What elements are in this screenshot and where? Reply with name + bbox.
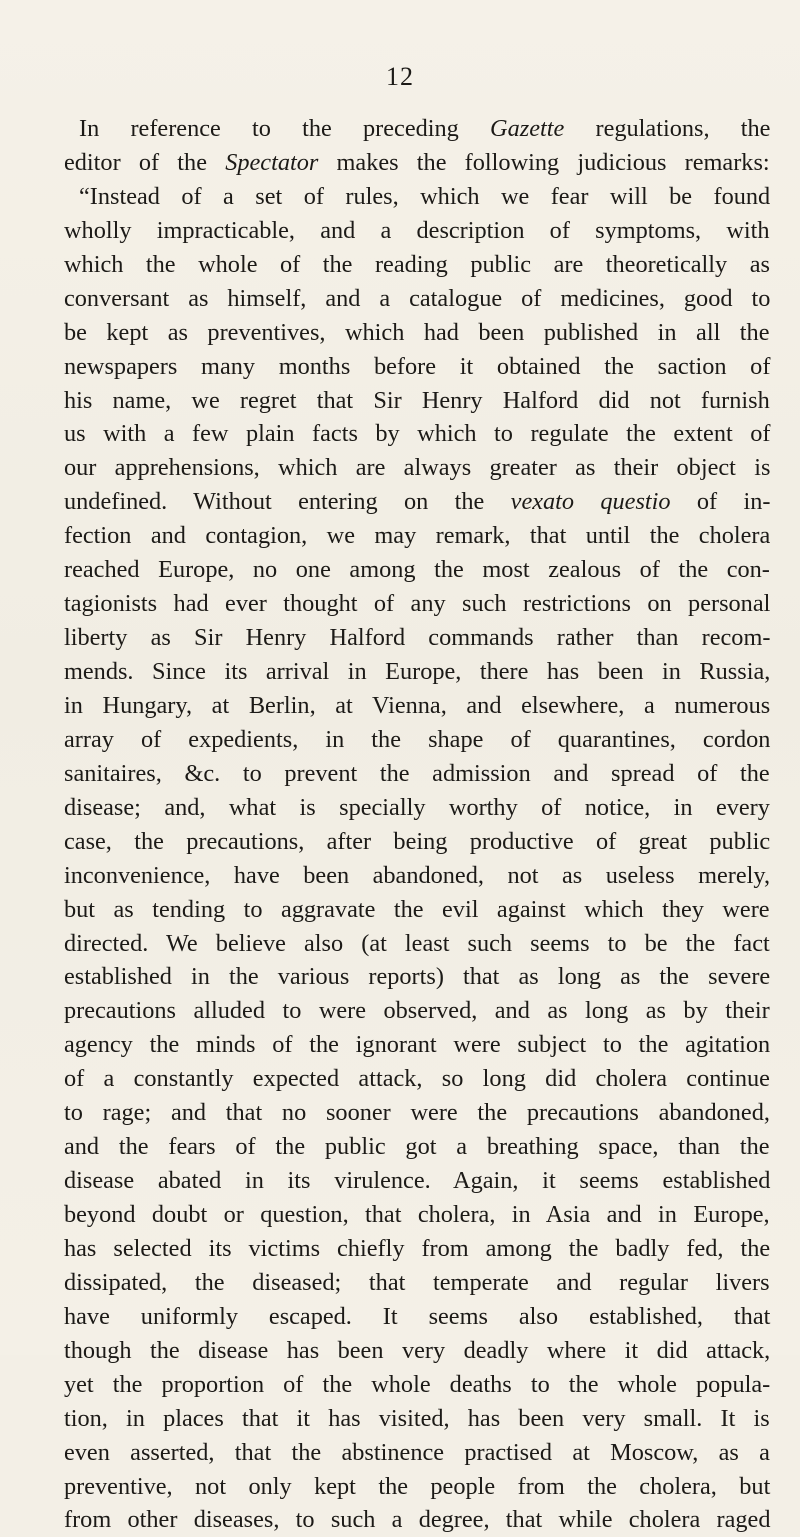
text-line <box>64 146 770 180</box>
text-fragment: beyond doubt or question, that cholera, in Asia and in Europe, <box>64 1201 770 1228</box>
body-text <box>64 112 770 1537</box>
text-fragment: of in- <box>670 488 771 516</box>
text-line <box>64 1470 770 1504</box>
text-line <box>64 621 770 655</box>
text-fragment: wholly impracticable, and a description of symptoms, with <box>64 216 770 244</box>
text-fragment: “Instead of a set of rules, which we fear will be found <box>79 182 771 210</box>
text-fragment: has selected its victims chiefly from among the badly fed, the <box>64 1234 771 1262</box>
text-line <box>64 893 770 927</box>
text-line <box>64 1436 770 1470</box>
text-fragment: us with a few plain facts by which to regulate the extent of <box>64 420 771 448</box>
text-fragment: in Hungary, at Berlin, at Vienna, and elsewhere, a numerous <box>64 691 771 719</box>
text-fragment: inconvenience, have been abandoned, not as useless merely, <box>64 861 771 889</box>
text-line <box>64 1130 770 1164</box>
text-fragment: disease abated in its virulence. Again, it seems established <box>64 1167 771 1195</box>
text-line <box>64 282 770 316</box>
text-line <box>64 519 770 553</box>
italic-text: Spectator <box>225 148 319 176</box>
text-line <box>64 1198 770 1232</box>
text-line <box>64 451 770 485</box>
text-fragment: array of expedients, in the shape of quarantines, cordon <box>64 725 771 753</box>
text-line <box>64 553 770 587</box>
text-fragment: regulations, the <box>564 115 771 142</box>
text-line <box>64 791 770 825</box>
text-line <box>64 1062 770 1096</box>
text-line <box>64 214 770 248</box>
text-line <box>64 1402 770 1436</box>
italic-text: vexato questio <box>510 488 671 516</box>
text-line <box>64 112 770 146</box>
text-line <box>64 757 770 791</box>
text-line <box>64 350 770 384</box>
text-fragment: dissipated, the diseased; that temperate and regular livers <box>64 1268 770 1296</box>
text-line <box>64 1334 770 1368</box>
text-line <box>64 859 770 893</box>
text-line <box>64 1300 770 1334</box>
text-fragment: but as tending to aggravate the evil against which they were <box>64 895 770 923</box>
text-line <box>64 994 770 1028</box>
text-fragment: directed. We believe also (at least such seems to be the fact <box>64 929 770 957</box>
text-fragment: be kept as preventives, which had been published in all the <box>64 318 770 346</box>
text-line <box>64 1232 770 1266</box>
text-line <box>64 417 770 451</box>
text-fragment: mends. Since its arrival in Europe, there has been in Russia, <box>64 658 771 685</box>
text-line <box>64 825 770 859</box>
text-line <box>64 689 770 723</box>
text-line <box>64 587 770 621</box>
text-fragment: fection and contagion, we may remark, that until the cholera <box>64 522 771 550</box>
text-fragment: reached Europe, no one among the most zealous of the con- <box>64 556 770 584</box>
text-fragment: precautions alluded to were observed, and as long as by their <box>64 997 770 1025</box>
text-fragment: even asserted, that the abstinence practised at Moscow, as a <box>64 1438 770 1466</box>
text-line <box>64 485 770 519</box>
text-fragment: established in the various reports) that as long as the severe <box>64 963 771 991</box>
text-fragment: and the fears of the public got a breathing space, than the <box>64 1133 770 1161</box>
text-fragment: have uniformly escaped. It seems also established, that <box>64 1302 771 1330</box>
text-fragment: undefined. Without entering on the <box>64 488 511 516</box>
text-fragment: our apprehensions, which are always greater as their object is <box>64 454 771 482</box>
text-fragment: of a constantly expected attack, so long did cholera continue <box>64 1065 770 1093</box>
text-line <box>64 1368 770 1402</box>
text-line <box>64 1028 770 1062</box>
text-fragment: liberty as Sir Henry Halford commands rather than recom- <box>64 624 771 652</box>
text-fragment: though the disease has been very deadly where it did attack, <box>64 1336 771 1364</box>
text-line <box>64 180 770 214</box>
text-line <box>64 723 770 757</box>
text-fragment: sanitaires, &c. to prevent the admission and spread of the <box>64 759 770 787</box>
text-line <box>64 655 770 689</box>
text-fragment: tagionists had ever thought of any such restrictions on personal <box>64 590 771 618</box>
page-number: 12 <box>386 62 414 91</box>
text-fragment: In reference to the preceding <box>79 115 491 142</box>
text-fragment: preventive, not only kept the people from the cholera, but <box>64 1472 771 1500</box>
text-line <box>64 1096 770 1130</box>
text-line <box>64 1266 770 1300</box>
text-fragment: agency the minds of the ignorant were subject to the agitation <box>64 1031 771 1059</box>
text-fragment: disease; and, what is specially worthy of notice, in every <box>64 793 770 821</box>
text-fragment: tion, in places that it has visited, has been very small. It is <box>64 1404 770 1432</box>
text-line <box>64 384 770 418</box>
text-line <box>64 1503 770 1537</box>
italic-text: Gazette <box>490 115 565 142</box>
text-fragment: yet the proportion of the whole deaths to the whole popula- <box>64 1370 771 1398</box>
text-fragment: conversant as himself, and a catalogue of medicines, good to <box>64 284 771 312</box>
text-fragment: to rage; and that no sooner were the precautions abandoned, <box>64 1099 770 1127</box>
text-fragment: case, the precautions, after being productive of great public <box>64 827 771 855</box>
text-fragment: editor of the <box>64 148 226 176</box>
text-line <box>64 248 770 282</box>
text-line <box>64 960 770 994</box>
text-fragment: newspapers many months before it obtained the saction of <box>64 352 771 380</box>
text-fragment: from other diseases, to such a degree, that while cholera raged <box>64 1506 771 1534</box>
text-fragment: makes the following judicious remarks: <box>318 148 770 176</box>
text-fragment: which the whole of the reading public are theoretically as <box>64 250 770 278</box>
text-line <box>64 1164 770 1198</box>
text-line <box>64 316 770 350</box>
text-line <box>64 927 770 961</box>
text-fragment: his name, we regret that Sir Henry Halford did not furnish <box>64 386 770 414</box>
